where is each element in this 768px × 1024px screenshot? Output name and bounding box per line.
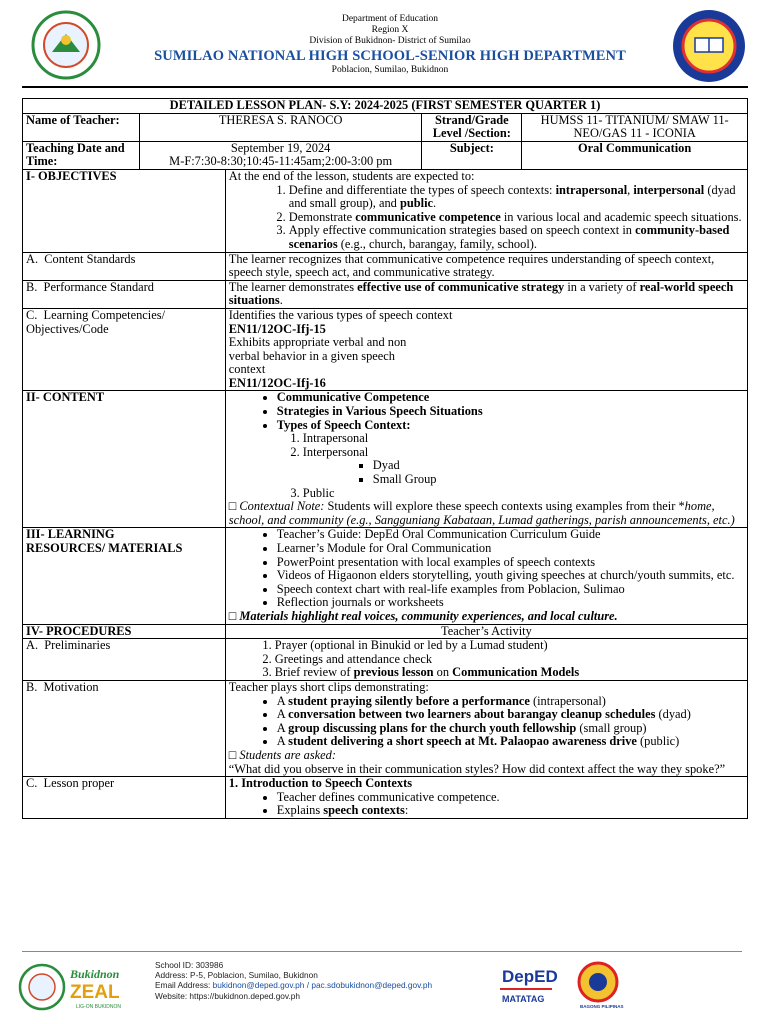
- footer-divider: [22, 951, 742, 952]
- content-row: [23, 391, 748, 528]
- strand-label: Strand/Grade Level /Section:: [422, 113, 522, 141]
- motivation-label: B. Motivation: [23, 680, 226, 776]
- content-list: [229, 391, 744, 500]
- competency-1: Identifies the various types of speech context: [228, 307, 453, 322]
- resource-item: • Speech context chart with real-life examples from Poblacion, Sulimao: [277, 583, 744, 597]
- footer-brand-2: ZEAL: [70, 982, 120, 1003]
- school-id: School ID: 303986: [155, 960, 224, 970]
- resource-item: • Learner’s Module for Oral Communication: [277, 542, 744, 556]
- content-item: • Strategies in Various Speech Situations: [277, 405, 744, 419]
- competencies-label: C. Learning Competencies/ Objectives/Code: [23, 308, 226, 391]
- motivation-item: • A group discussing plans for the church youth fellowship (small group): [277, 722, 744, 736]
- motivation-row: [23, 680, 748, 776]
- subtype: ▪ Dyad: [373, 459, 744, 473]
- content-standards-label: A. Content Standards: [23, 252, 226, 280]
- subject-label: Subject:: [422, 141, 522, 169]
- competency-code-1: EN11/12OC-Ifj-15: [228, 321, 326, 336]
- subtype: ▪ Small Group: [373, 473, 744, 487]
- motivation-question: “What did you observe in their communication styles? How did context affect the way they spoke?”: [228, 761, 726, 776]
- teacher-name: THERESA S. RANOCO: [139, 113, 421, 141]
- interpersonal-subtypes: [303, 459, 744, 486]
- lesson-proper-body: [225, 777, 747, 819]
- objectives-label: I- OBJECTIVES: [23, 169, 226, 252]
- objectives-row: [23, 169, 748, 252]
- lesson-plan-table: [22, 98, 748, 819]
- resource-item: • Videos of Higaonon elders storytelling, youth giving speeches at church/youth summits, etc.: [277, 569, 744, 583]
- letterhead: [0, 0, 768, 86]
- date-label: Teaching Date and Time:: [23, 141, 140, 169]
- content-label: II- CONTENT: [23, 391, 226, 528]
- email-link[interactable]: bukidnon@deped.gov.ph / pac.sdobukidnon@deped.gov.ph: [212, 980, 433, 991]
- motivation-intro: Teacher plays short clips demonstrating:: [228, 679, 429, 694]
- lesson-item: • Explains speech contexts:: [277, 804, 744, 818]
- resources-body: [225, 528, 747, 624]
- footer-brand-1: Bukidnon: [70, 967, 120, 981]
- deped-division-seal-icon: [16, 10, 116, 80]
- preliminary-item: 3. Brief review of previous lesson on Communication Models: [275, 666, 744, 680]
- school-address: Poblacion, Sumilao, Bukidnon: [331, 65, 449, 75]
- footer-website[interactable]: Website: https://bukidnon.deped.gov.ph: [155, 990, 300, 1001]
- resource-item: • PowerPoint presentation with local examples of speech contexts: [277, 556, 744, 570]
- competencies-text: [225, 308, 747, 391]
- competency-2-line: Exhibits appropriate verbal and non: [228, 335, 407, 350]
- date-row: [23, 141, 748, 169]
- procedures-label: IV- PROCEDURES: [23, 624, 226, 639]
- resource-item: • Teacher’s Guide: DepEd Oral Communication Curriculum Guide: [277, 528, 744, 542]
- division-name: Division of Bukidnon- District of Sumilao: [309, 36, 471, 46]
- preliminaries-label: A. Preliminaries: [23, 639, 226, 681]
- contextual-note: □ Contextual Note: Students will explore these speech contexts using examples from their *home, school, and community (e.g., Sangguniang Kabataan, Lumad gatherings, parish announcements, etc.): [228, 499, 735, 527]
- motivation-list: [229, 695, 744, 749]
- lesson-proper-label: C. Lesson proper: [23, 777, 226, 819]
- bagong-pilipinas-wordmark: BAGONG PILIPINAS: [580, 1004, 624, 1009]
- motivation-item: • A student delivering a short speech at Mt. Palaopao awareness drive (public): [277, 735, 744, 749]
- content-standards-row: [23, 252, 748, 280]
- subject-value: Oral Communication: [522, 141, 748, 169]
- footer-email: Email Address: bukidnon@deped.gov.ph / pac.sdobukidnon@deped.gov.ph: [155, 980, 433, 991]
- resources-note: □ Materials highlight real voices, community experiences, and local culture.: [228, 608, 618, 623]
- preliminaries-row: [23, 639, 748, 681]
- content-body: [225, 391, 747, 528]
- performance-standard-text: The learner demonstrates effective use of communicative strategy in a variety of real-world speech situations.: [225, 280, 747, 308]
- lesson-list: [229, 791, 744, 818]
- objective-item: 3. Apply effective communication strategies based on speech context in community-based scenarios (e.g., church, barangay, family, school).: [289, 224, 744, 251]
- resources-row: [23, 528, 748, 624]
- objectives-content: [225, 169, 747, 252]
- context-type: 3. Public: [303, 487, 744, 501]
- competencies-row: [23, 308, 748, 391]
- content-item: • Types of Speech Context: 1. Intrapersonal 2. Interpersonal ▪ Dyad ▪ Small Group 3. Public: [277, 419, 744, 501]
- deped-wordmark: DepED: [502, 967, 558, 986]
- lesson-section-title: 1. Introduction to Speech Contexts: [228, 776, 413, 791]
- plan-title-row: [23, 99, 748, 114]
- resources-list: [229, 528, 744, 610]
- resources-label: III- LEARNING RESOURCES/ MATERIALS: [23, 528, 226, 624]
- preliminary-item: 1. Prayer (optional in Binukid or led by a Lumad student): [275, 639, 744, 653]
- competency-2-line: context: [228, 362, 266, 377]
- department-name: Department of Education: [341, 14, 439, 24]
- motivation-item: • A student praying silently before a performance (intrapersonal): [277, 695, 744, 709]
- objectives-intro: At the end of the lesson, students are expected to:: [228, 168, 475, 183]
- speech-context-types: [277, 432, 744, 500]
- competency-2-line: verbal behavior in a given speech: [228, 348, 395, 363]
- footer-contact: [155, 960, 432, 1001]
- teaching-date: September 19, 2024: [230, 140, 331, 155]
- teacher-row: [23, 113, 748, 141]
- bukidnon-zeal-logo-icon: [18, 962, 148, 1012]
- objective-item: 1. Define and differentiate the types of speech contexts: intrapersonal, interpersonal (dyad and small group), and public.: [289, 184, 744, 211]
- content-standards-text: The learner recognizes that communicative competence requires understanding of speech context, speech style, speech act, and communicative strategy.: [225, 252, 747, 280]
- motivation-body: [225, 680, 747, 776]
- deped-matatag-logo-icon: [498, 960, 628, 1010]
- preliminaries-list: [229, 639, 744, 680]
- context-type: 2. Interpersonal ▪ Dyad ▪ Small Group: [303, 446, 744, 487]
- students-asked: □ Students are asked:: [228, 747, 336, 762]
- content-item: • Communicative Competence: [277, 391, 744, 405]
- header-divider: [22, 86, 748, 88]
- objective-item: 2. Demonstrate communicative competence in various local and academic speech situations.: [289, 211, 744, 225]
- footer-brand-3: LIG-ON BUKIDNON: [76, 1004, 122, 1010]
- competency-code-2: EN11/12OC-Ifj-16: [228, 375, 326, 390]
- school-name: SUMILAO NATIONAL HIGH SCHOOL-SENIOR HIGH DEPARTMENT: [154, 48, 626, 64]
- footer-right-logos: [498, 960, 628, 1010]
- context-type: 1. Intrapersonal: [303, 432, 744, 446]
- preliminary-item: 2. Greetings and attendance check: [275, 653, 744, 667]
- note-box-icon: □: [228, 499, 237, 514]
- note-box-icon: □: [228, 747, 237, 762]
- plan-title: DETAILED LESSON PLAN- S.Y: 2024-2025 (FIRST SEMESTER QUARTER 1): [23, 99, 748, 114]
- teaching-time: M-F:7:30-8:30;10:45-11:45am;2:00-3:00 pm: [169, 154, 393, 169]
- lesson-item: • Teacher defines communicative competence.: [277, 791, 744, 805]
- lesson-proper-row: [23, 777, 748, 819]
- letterhead-text: [120, 14, 660, 76]
- date-value: [139, 141, 421, 169]
- footer-address: Address: P-5, Poblacion, Sumilao, Bukidnon: [155, 970, 318, 981]
- matatag-wordmark: MATATAG: [502, 994, 545, 1004]
- procedures-header-row: [23, 624, 748, 639]
- motivation-item: • A conversation between two learners about barangay cleanup schedules (dyad): [277, 708, 744, 722]
- objectives-list: [229, 184, 744, 252]
- school-seal-icon: [664, 8, 754, 84]
- strand-value: HUMSS 11- TITANIUM/ SMAW 11- NEO/GAS 11 - ICONIA: [522, 113, 748, 141]
- note-box-icon: □: [228, 608, 237, 623]
- region-name: Region X: [371, 25, 409, 35]
- resource-item: • Reflection journals or worksheets: [277, 596, 744, 610]
- performance-standard-row: [23, 280, 748, 308]
- footer-left-logos: [18, 962, 148, 1012]
- preliminaries-body: [225, 639, 747, 681]
- teacher-label: Name of Teacher:: [23, 113, 140, 141]
- performance-standard-label: B. Performance Standard: [23, 280, 226, 308]
- teacher-activity-header: Teacher’s Activity: [225, 624, 747, 639]
